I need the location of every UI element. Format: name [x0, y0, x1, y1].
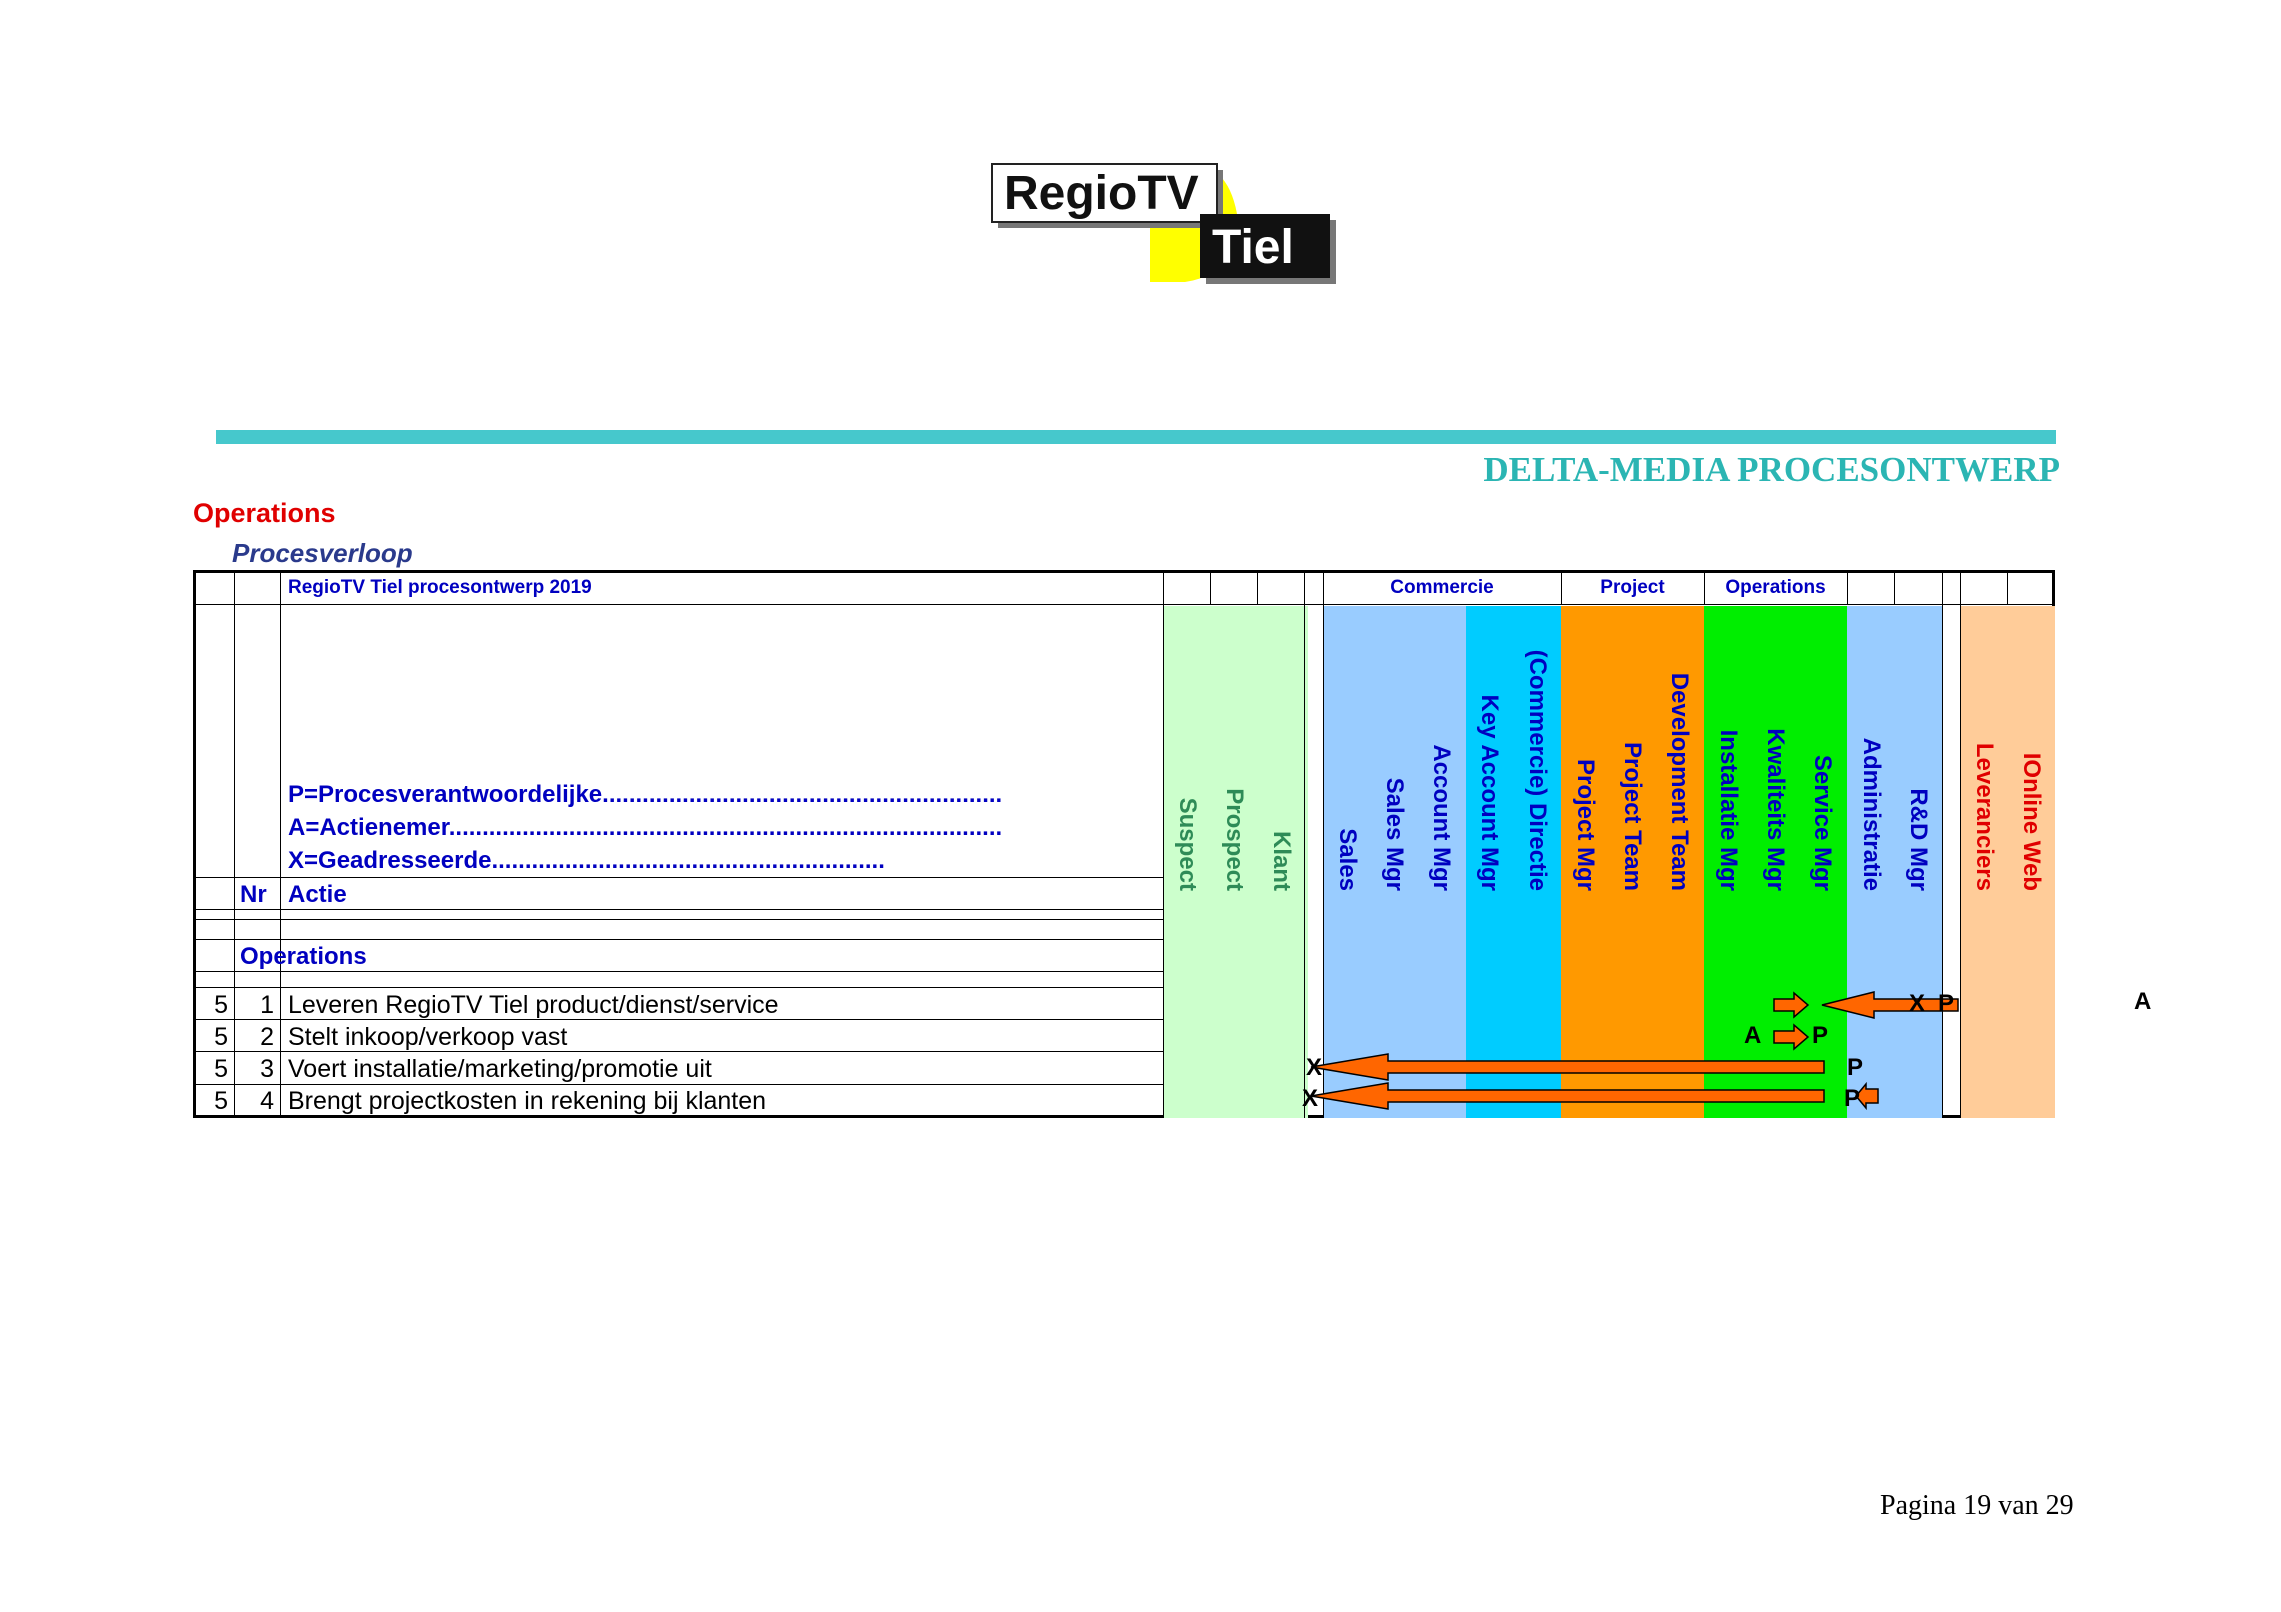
group-commercie: Commercie	[1390, 577, 1494, 598]
role-leveranciers: Leveranciers	[1971, 742, 1998, 891]
role-rd-mgr: R&D Mgr	[1905, 788, 1932, 891]
mark-r3-x: X	[1306, 1054, 1323, 1081]
mark-r4-x: X	[1302, 1085, 1319, 1112]
arrow-row4-left	[1311, 1083, 1824, 1109]
group-row-label: Operations	[240, 943, 367, 970]
role-klant: Klant	[1268, 831, 1295, 891]
legend-a: A=Actienemer...................................................................................	[288, 814, 1003, 841]
col-header-actie: Actie	[288, 881, 347, 908]
flow-arrows	[196, 573, 2052, 1118]
role-kwaliteits-mgr: Kwaliteits Mgr	[1762, 728, 1789, 891]
row1-nr: 1	[260, 991, 274, 1019]
regiotv-logo	[990, 160, 1340, 290]
legend-x: X=Geadresseerde...........................................................	[288, 847, 885, 874]
row4-actie: Brengt projectkosten in rekening bij klanten	[288, 1087, 767, 1115]
role-prospect: Prospect	[1221, 788, 1248, 891]
logo-text-tiel: Tiel	[1212, 221, 1294, 274]
row3-nr: 3	[260, 1055, 274, 1083]
mark-r4-p: P	[1844, 1085, 1861, 1112]
role-administratie: Administratie	[1858, 737, 1885, 891]
mark-r3-p: P	[1847, 1054, 1864, 1081]
role-ionline-web: IOnline Web	[2018, 752, 2045, 891]
role-commercie-directie: (Commercie) Directie	[1524, 649, 1551, 891]
mark-r1-p: P	[1938, 990, 1955, 1017]
section-subtitle: Procesverloop	[232, 538, 413, 568]
role-account-mgr: Account Mgr	[1428, 744, 1455, 891]
role-project-mgr: Project Mgr	[1572, 758, 1599, 891]
role-key-account-mgr: Key Account Mgr	[1476, 694, 1503, 891]
group-operations: Operations	[1725, 577, 1826, 598]
role-suspect: Suspect	[1174, 797, 1201, 891]
mark-r1-a: A	[2134, 988, 2152, 1015]
role-installatie-mgr: Installatie Mgr	[1715, 729, 1742, 891]
header-rule	[216, 430, 2056, 444]
document-title: DELTA-MEDIA PROCESONTWERP	[1483, 450, 2060, 489]
mark-r2-p: P	[1812, 1022, 1829, 1049]
row4-col: 5	[214, 1087, 228, 1115]
section-title: Operations	[193, 498, 336, 528]
group-project: Project	[1600, 577, 1665, 598]
mark-r1-x: X	[1909, 990, 1926, 1017]
arrow-row3-left	[1311, 1054, 1824, 1080]
row3-col: 5	[214, 1055, 228, 1083]
role-service-mgr: Service Mgr	[1809, 754, 1836, 891]
mark-r2-a: A	[1744, 1022, 1762, 1049]
row1-actie: Leveren RegioTV Tiel product/dienst/service	[288, 991, 779, 1019]
row2-col: 5	[214, 1023, 228, 1051]
role-development-team: Development Team	[1666, 672, 1693, 891]
page-number: Pagina 19 van 29	[1880, 1490, 2074, 1521]
legend-p: P=Procesverantwoordelijke............................................................	[288, 781, 1003, 808]
role-sales: Sales	[1334, 828, 1361, 891]
process-table	[193, 570, 2055, 1118]
col-header-nr: Nr	[240, 881, 267, 908]
row3-actie: Voert installatie/marketing/promotie uit	[288, 1055, 712, 1083]
arrow-row2-right	[1774, 1025, 1808, 1049]
role-project-team: Project Team	[1619, 742, 1646, 891]
arrow-row1-right	[1774, 993, 1808, 1017]
role-sales-mgr: Sales Mgr	[1381, 777, 1408, 891]
table-header-title: RegioTV Tiel procesontwerp 2019	[288, 577, 592, 598]
row1-col: 5	[214, 991, 228, 1019]
row2-actie: Stelt inkoop/verkoop vast	[288, 1023, 568, 1051]
logo-text-regiotv: RegioTV	[1004, 167, 1199, 220]
row4-nr: 4	[260, 1087, 274, 1115]
row2-nr: 2	[260, 1023, 274, 1051]
